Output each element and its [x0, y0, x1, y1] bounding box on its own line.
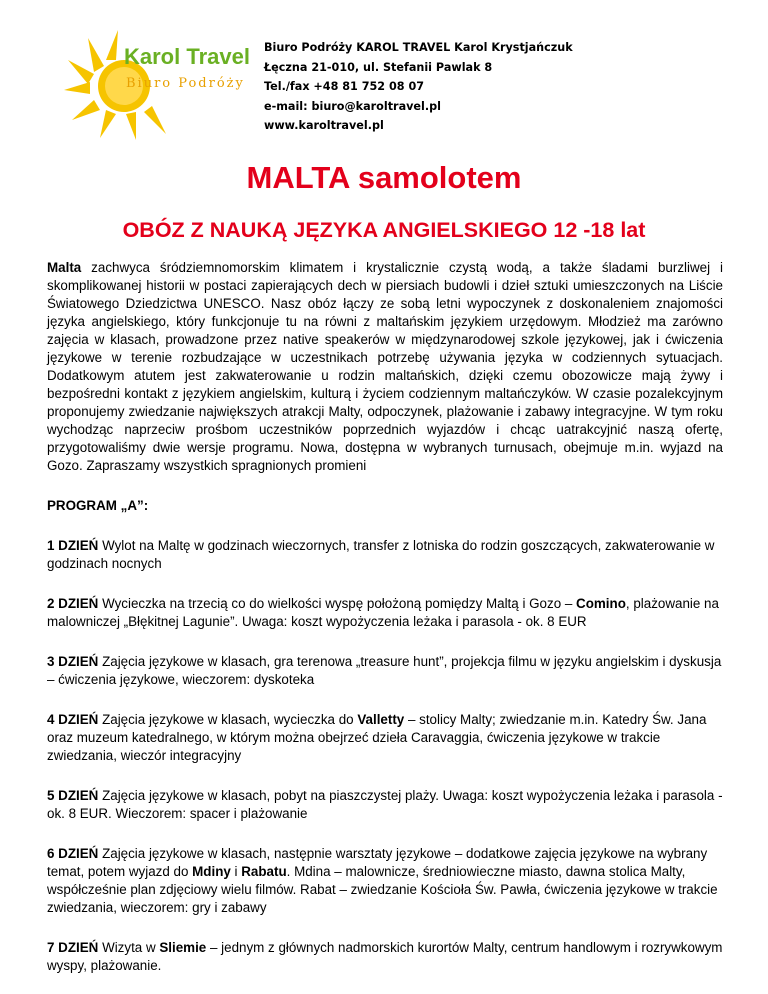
day-text: Wycieczka na trzecią co do wielkości wyspę położoną pomiędzy Maltą i Gozo –: [98, 596, 577, 611]
intro-text: zachwyca śródziemnomorskim klimatem i krystalicznie czystą wodą, a także śladami burzliwej i skomplikowanej historii w postaci zapierających dech w piersiach budowli i dzieł sztuki umieszczonych na Liście Światowego Dziedzictwa UNESCO. Nasz obóz łączy ze sobą letni wypoczynek z doskonaleniem znajomości języka angielskiego, który funkcjonuje tu na równi z maltańskim językiem urzędowym. Młodzież ma zarówno zajęcia w klasach, prowadzone przez native speakerów w międzynarodowej szkole językowej, jak i ćwiczenia językowe w terenie rozbudzające w uczestnikach potrzebę używania języka w codziennych sytuacjach. Dodatkowym atutem jest zakwaterowanie u rodzin maltańskich, dzięki czemu obozowicze mają żywy i bezpośredni kontakt z językiem angielskim, kulturą i życiem codziennym maltańczyków. W czasie pozalekcyjnym proponujemy zwiedzanie największych atrakcji Malty, odpoczynek, plażowanie i zabawy integracyjne. W tym roku wychodząc naprzeciw prośbom uczestników poprzednich wyjazdów i chcąc uatrakcyjnić naszą ofertę, przygotowaliśmy dwie wersje programu. Nowa, dostępna w wybranych turnusach, obejmuje m.in. wyjazd na Gozo. Zapraszamy wszystkich spragnionych promieni: [47, 260, 723, 473]
place-name: Comino: [576, 596, 626, 611]
day-label: 4 DZIEŃ: [47, 712, 99, 727]
logo-tagline: Biuro Podróży: [126, 76, 245, 91]
company-website[interactable]: www.karoltravel.pl: [264, 119, 384, 132]
document-body: [47, 259, 723, 975]
page-subtitle: OBÓZ Z NAUKĄ JĘZYKA ANGIELSKIEGO 12 -18 lat: [122, 218, 646, 242]
day-text: – stolicy Malty; zwiedzanie m.in. Katedry Św. Jana oraz muzeum katedralnego, w którym można obejrzeć dzieła Caravaggia, ćwiczenia językowe w trakcie zwiedzania, wieczór integracyjny: [47, 712, 707, 763]
logo-name: Karol Travel: [124, 44, 250, 69]
day-item: [47, 845, 723, 917]
place-name: Valletty: [357, 712, 405, 727]
company-name: Biuro Podróży KAROL TRAVEL Karol Krystjańczuk: [264, 41, 573, 54]
day-text: . Mdina – malownicze, średniowieczne miasto, dawna stolica Malty, współcześnie plan zdjęciowy wielu filmów. Rabat – zwiedzanie Kościoła Św. Pawła, ćwiczenia językowe w trakcie zwiedzania, wieczorem: gry i zabawy: [47, 864, 718, 915]
place-name: Sliemie: [159, 940, 207, 955]
day-label: 7 DZIEŃ: [47, 940, 99, 955]
day-text: Zajęcia językowe w klasach, następnie warsztaty językowe – dodatkowe zajęcia językowe na wybrany temat, potem wyjazd do: [47, 846, 708, 879]
day-label: 1 DZIEŃ: [47, 538, 99, 553]
day-text: i: [230, 864, 242, 879]
intro-paragraph: [47, 259, 723, 475]
day-text: – jednym z głównych nadmorskich kurortów Malty, centrum handlowym i rozrywkowym wyspy, plażowanie.: [47, 940, 723, 973]
letterhead: [60, 30, 720, 140]
page-title: MALTA samolotem: [246, 160, 522, 195]
day-text: Zajęcia językowe w klasach, wycieczka do: [98, 712, 358, 727]
karol-travel-logo: [60, 30, 260, 140]
company-address: Łęczna 21-010, ul. Stefanii Pawlak 8: [264, 60, 493, 74]
day-item: [47, 939, 723, 975]
day-item: [47, 787, 723, 823]
day-label: 3 DZIEŃ: [47, 654, 99, 669]
company-email[interactable]: e-mail: biuro@karoltravel.pl: [264, 99, 441, 113]
day-label: 6 DZIEŃ: [47, 846, 99, 861]
company-info: [264, 38, 573, 136]
place-name: Mdiny: [192, 864, 231, 879]
day-label: 2 DZIEŃ: [47, 596, 99, 611]
day-text: Wizyta w: [98, 940, 160, 955]
day-item: [47, 711, 723, 765]
intro-lead: Malta: [47, 260, 82, 275]
day-item: [47, 653, 723, 689]
day-item: [47, 537, 723, 573]
day-text: Wylot na Maltę w godzinach wieczornych, transfer z lotniska do rodzin goszczących, zakwaterowanie w godzinach nocnych: [47, 538, 715, 571]
day-text: Zajęcia językowe w klasach, gra terenowa „treasure hunt”, projekcja filmu w języku angielskim i dyskusja – ćwiczenia językowe, wieczorem: dyskoteka: [47, 654, 722, 687]
place-name: Rabatu: [241, 864, 287, 879]
day-item: [47, 595, 723, 631]
day-text: Zajęcia językowe w klasach, pobyt na piaszczystej plaży. Uwaga: koszt wypożyczenia leżaka i parasola - ok. 8 EUR. Wieczorem: spacer i plażowanie: [47, 788, 723, 821]
day-text: , plażowanie na malowniczej „Błękitnej Lagunie”. Uwaga: koszt wypożyczenia leżaka i parasola - ok. 8 EUR: [47, 596, 719, 629]
program-heading: PROGRAM „A”:: [47, 498, 149, 513]
company-phone: Tel./fax +48 81 752 08 07: [264, 80, 425, 93]
day-label: 5 DZIEŃ: [47, 788, 99, 803]
